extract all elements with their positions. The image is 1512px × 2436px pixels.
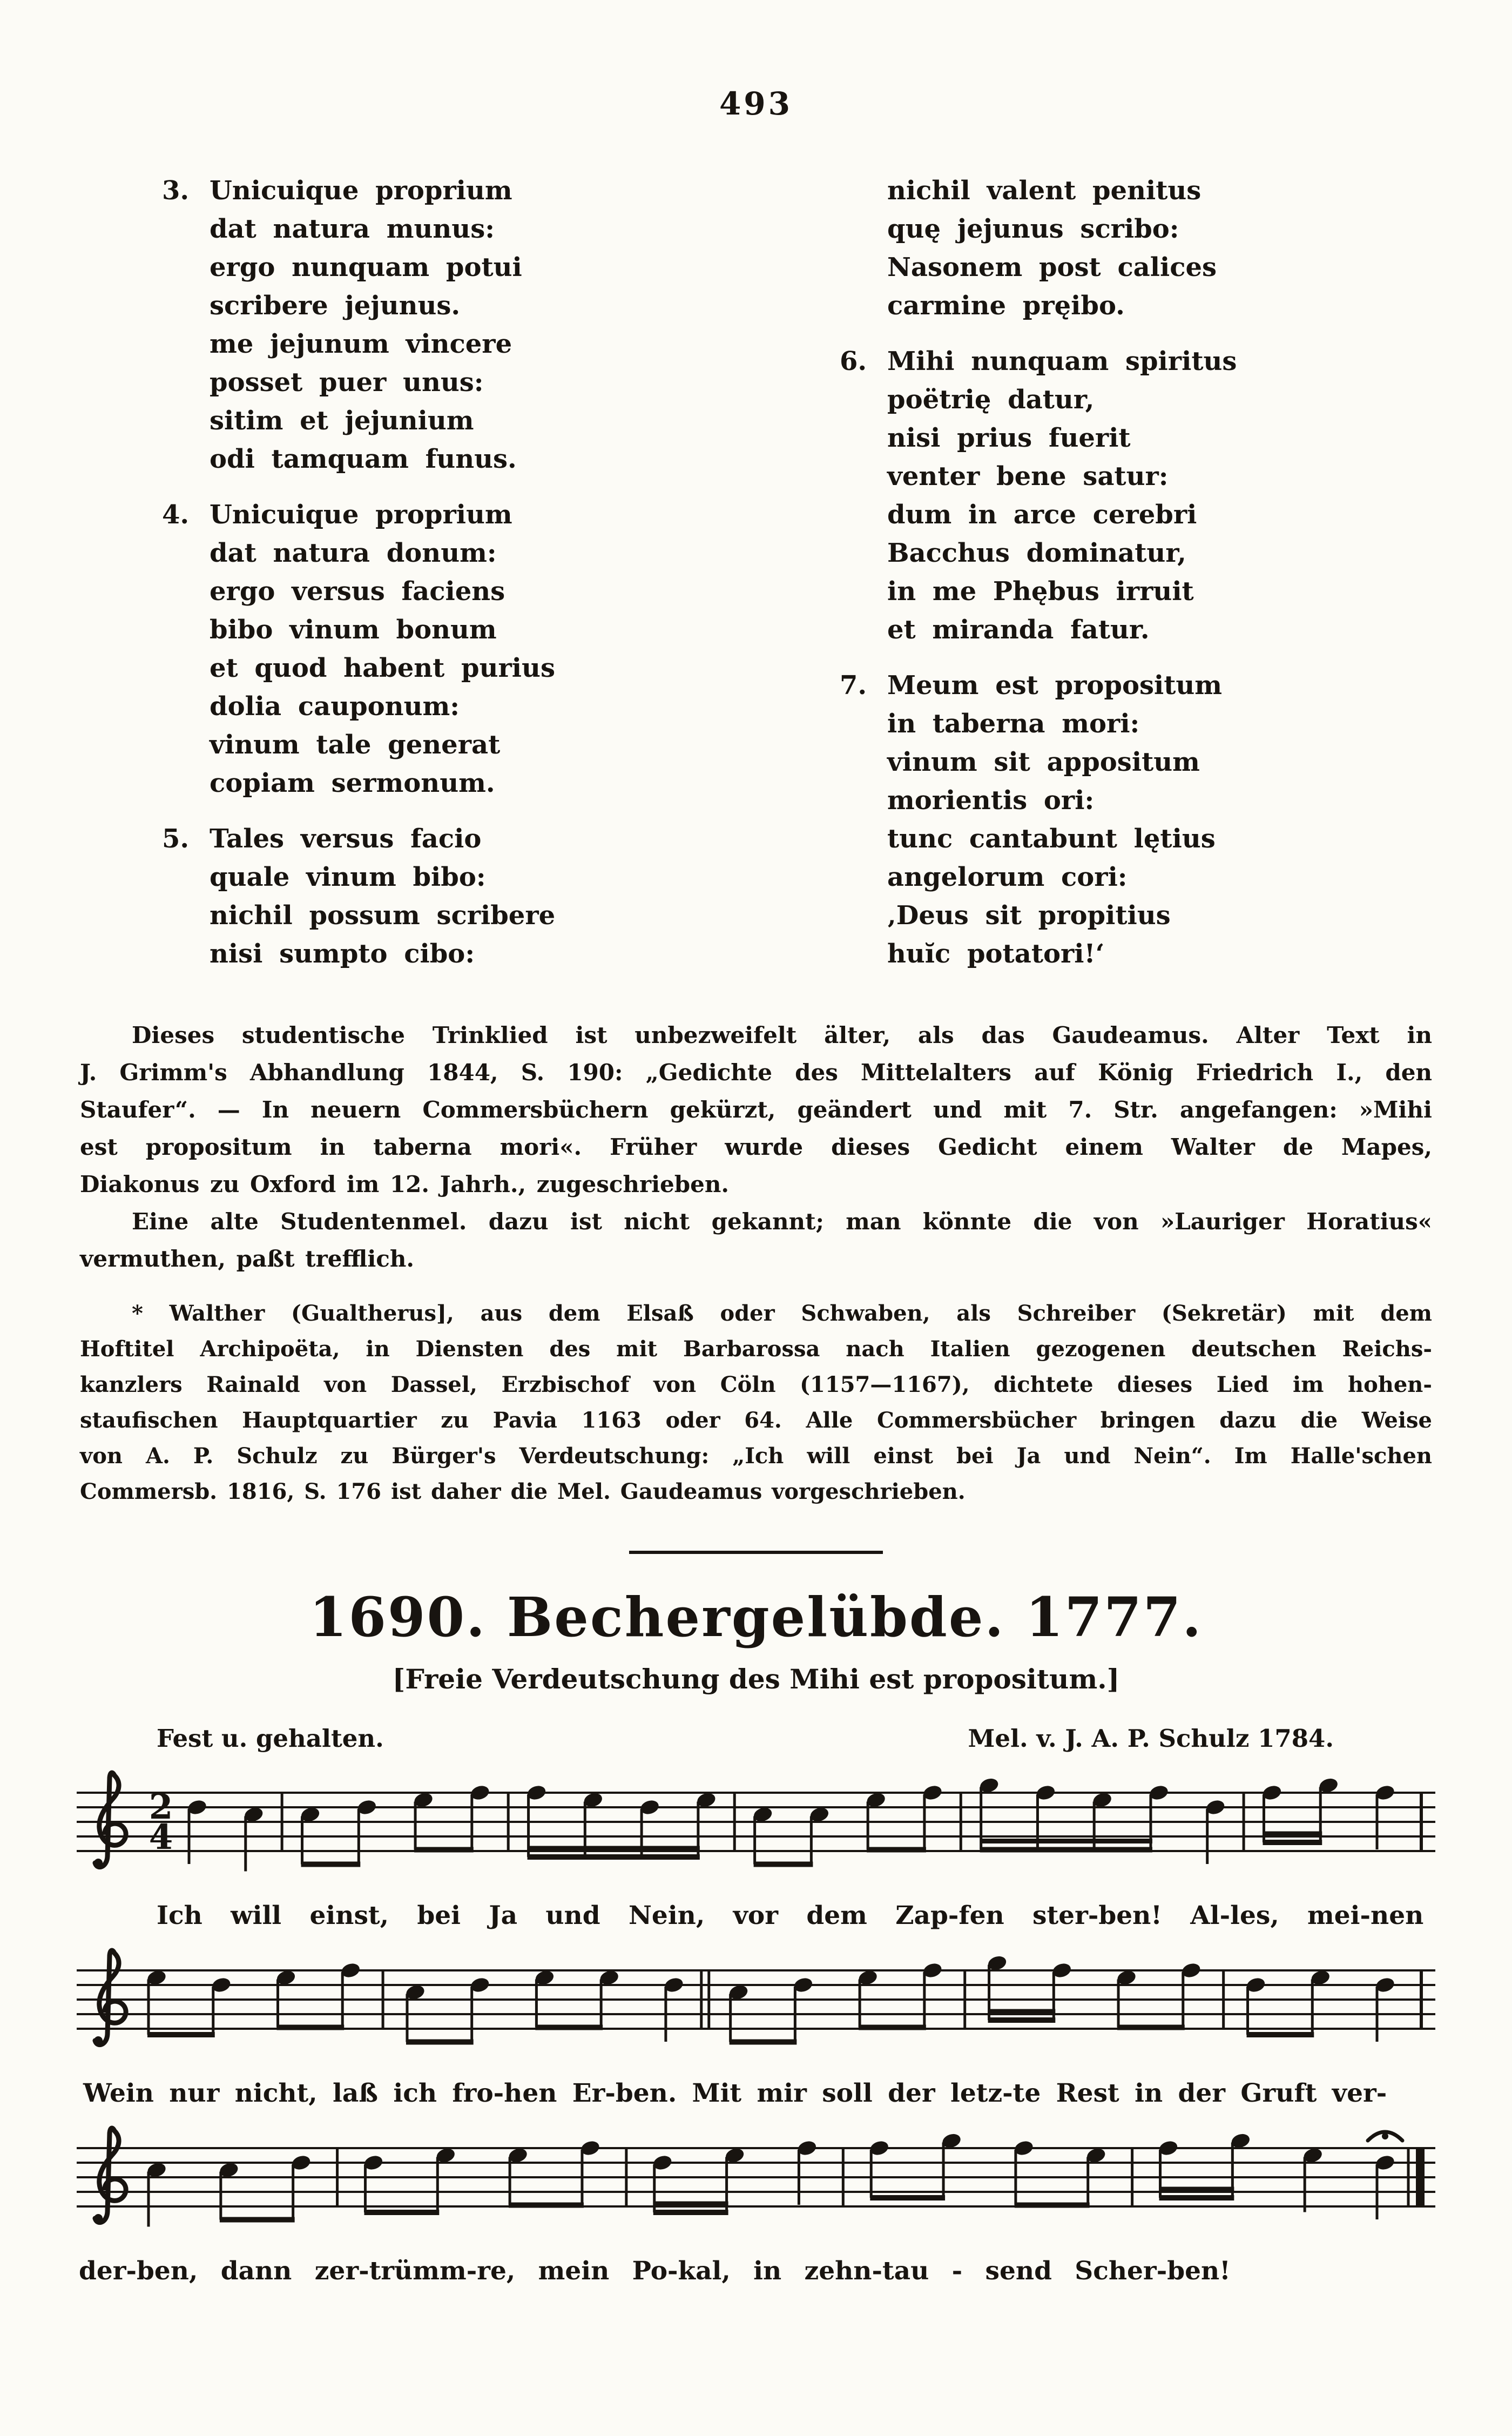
verse-line: nichil possum scribere xyxy=(210,900,556,931)
melody-credit: Mel. v. J. A. P. Schulz 1784. xyxy=(968,1724,1334,1753)
verse-line: Unicuique proprium xyxy=(210,176,512,206)
text-line: J. Grimm's Abhandlung 1844, S. 190: „Gedichte des Mittelalters auf König Friedrich I., den xyxy=(80,1059,1432,1086)
time-signature: 2 xyxy=(148,1787,173,1827)
verse-line: ergo nunquam potui xyxy=(210,252,522,282)
verse-number: 3. xyxy=(162,176,190,206)
music-system-2 xyxy=(76,1943,1436,2078)
verse-line: et quod habent purius xyxy=(210,653,555,683)
treble-clef-icon xyxy=(95,1773,126,1867)
verse-line: quę jejunus scribo: xyxy=(887,214,1179,244)
verse-line: tunc cantabunt lętius xyxy=(887,824,1216,854)
verse-number: 6. xyxy=(840,346,867,376)
text-line: kanzlers Rainald von Dassel, Erzbischof von Cöln (1157—1167), dichtete dieses Lied im hohen- xyxy=(80,1372,1432,1397)
verse-line: angelorum cori: xyxy=(887,862,1128,892)
treble-clef-icon xyxy=(94,1859,103,1867)
verse-line: bibo vinum bonum xyxy=(210,615,497,645)
verse-number xyxy=(840,172,887,325)
verse xyxy=(162,172,724,479)
verse-line: nisi sumpto cibo: xyxy=(210,939,475,969)
text-line: Staufer“. — In neuern Commersbüchern gekürzt, geändert und mit 7. Str. angefangen: »Mihi xyxy=(80,1096,1432,1123)
song-title: 1690. Bechergelübde. 1777. xyxy=(309,1585,1203,1649)
text-line: * Walther (Gualtherus], aus dem Elsaß oder Schwaben, als Schreiber (Sekretär) mit dem xyxy=(132,1301,1432,1326)
verse-line: copiam sermonum. xyxy=(210,768,495,798)
tempo-marking: Fest u. gehalten. xyxy=(157,1724,384,1753)
text-line: staufischen Hauptquartier zu Pavia 1163 oder 64. Alle Commersbücher bringen dazu die Weise xyxy=(80,1408,1432,1433)
verse-line: Unicuique proprium xyxy=(210,500,512,530)
verse-lines xyxy=(887,342,1237,649)
verse-line: dum in arce cerebri xyxy=(887,500,1197,530)
verse-line: nichil valent penitus xyxy=(887,176,1202,206)
verse-lines xyxy=(887,667,1222,973)
lyrics-line: der-ben, dann zer-trümm-re, mein Po-kal, in zehn-tau - send Scher-ben! xyxy=(79,2256,1231,2286)
treble-clef-icon xyxy=(94,2036,103,2045)
verse-line: venter bene satur: xyxy=(887,461,1169,492)
music-system-wrapper xyxy=(76,2121,1436,2286)
time-signature: 4 xyxy=(148,1817,173,1858)
lyrics-line: Ich will einst, bei Ja und Nein, vor dem Zap-fen ster-ben! Al-les, mei-nen xyxy=(157,1901,1424,1930)
verse-line: Tales versus facio xyxy=(210,824,482,854)
verse-lines xyxy=(210,172,522,479)
verse-line: Meum est propositum xyxy=(887,670,1223,701)
verse-line: Mihi nunquam spiritus xyxy=(887,346,1237,376)
text-line: Eine alte Studentenmel. dazu ist nicht gekannt; man könnte die von »Lauriger Horatius« xyxy=(132,1208,1432,1235)
verse xyxy=(162,496,724,803)
verse-lines xyxy=(210,496,555,803)
verse xyxy=(840,172,1423,325)
treble-clef-icon xyxy=(95,1950,126,2045)
text-line: Diakonus zu Oxford im 12. Jahrh., zugeschrieben. xyxy=(80,1171,730,1197)
verse-line: ergo versus faciens xyxy=(210,576,505,607)
section-divider xyxy=(629,1551,883,1554)
text-line: vermuthen, paßt trefflich. xyxy=(80,1246,415,1272)
verse-line: poëtrię datur, xyxy=(887,385,1095,415)
music-system-3 xyxy=(76,2121,1436,2256)
verse-line: et miranda fatur. xyxy=(887,615,1150,645)
verse-line: morientis ori: xyxy=(887,785,1095,816)
verse-line: carmine pręibo. xyxy=(887,291,1125,321)
verse-line: Nasonem post calices xyxy=(887,252,1217,282)
sheet-music xyxy=(76,1766,1436,2286)
verse-number: 7. xyxy=(840,670,867,701)
verse xyxy=(840,342,1423,649)
verse-line: odi tamquam funus. xyxy=(210,444,517,474)
verse-line: dat natura munus: xyxy=(210,214,495,244)
verse-line: nisi prius fuerit xyxy=(887,423,1131,453)
verse-line: sitim et jejunium xyxy=(210,406,474,436)
fermata-icon xyxy=(1382,2133,1388,2139)
treble-clef-icon xyxy=(94,2214,103,2223)
verse-line: posset puer unus: xyxy=(210,367,484,398)
page-number: 493 xyxy=(719,85,793,122)
verse xyxy=(162,820,724,973)
verse-line: quale vinum bibo: xyxy=(210,862,486,892)
verse-line: scribere jejunus. xyxy=(210,291,461,321)
commentary-block xyxy=(80,1017,1432,1277)
tempo-row xyxy=(157,1724,1334,1753)
verse-line: huĭc potatori!‘ xyxy=(887,939,1105,969)
text-line: Commersb. 1816, S. 176 ist daher die Mel. Gaudeamus vorgeschrieben. xyxy=(80,1479,966,1504)
music-system-wrapper xyxy=(76,1943,1436,2108)
text-line: von A. P. Schulz zu Bürger's Verdeutschung: „Ich will einst bei Ja und Nein“. Im Halle'schen xyxy=(80,1443,1432,1469)
text-line: Dieses studentische Trinklied ist unbezweifelt älter, als das Gaudeamus. Alter Text in xyxy=(132,1022,1432,1048)
verse-lines xyxy=(210,820,555,973)
verse-line: dat natura donum: xyxy=(210,538,497,568)
verse-lines xyxy=(887,172,1217,325)
text-line: est propositum in taberna mori«. Früher wurde dieses Gedicht einem Walter de Mapes, xyxy=(80,1134,1432,1160)
verse-number: 5. xyxy=(162,824,190,854)
verse xyxy=(840,667,1423,973)
verse-line: Bacchus dominatur, xyxy=(887,538,1186,568)
song-subtitle: [Freie Verdeutschung des Mihi est propositum.] xyxy=(392,1663,1120,1695)
verse-number: 4. xyxy=(162,500,190,530)
verse-line: dolia cauponum: xyxy=(210,691,460,722)
verse-line: in me Phębus irruit xyxy=(887,576,1194,607)
lyrics-line: Wein nur nicht, laß ich fro-hen Er-ben. Mit mir soll der letz-te Rest in der Gruft ver- xyxy=(83,2078,1387,2108)
verse-line: me jejunum vincere xyxy=(210,329,512,359)
verses-column-left xyxy=(162,172,724,991)
verse-line: vinum tale generat xyxy=(210,730,501,760)
latin-verses xyxy=(162,172,1512,991)
footnote-block xyxy=(80,1296,1432,1510)
music-system-wrapper xyxy=(76,1766,1436,1930)
verse-line: ‚Deus sit propitius xyxy=(887,900,1171,931)
treble-clef-icon xyxy=(95,2128,126,2223)
music-system-1 xyxy=(76,1766,1436,1901)
verse-line: in taberna mori: xyxy=(887,709,1140,739)
verses-column-right xyxy=(840,172,1423,991)
text-line: Hoftitel Archipoëta, in Diensten des mit Barbarossa nach Italien gezogenen deutschen Reichs- xyxy=(80,1336,1432,1362)
verse-line: vinum sit appositum xyxy=(887,747,1200,777)
